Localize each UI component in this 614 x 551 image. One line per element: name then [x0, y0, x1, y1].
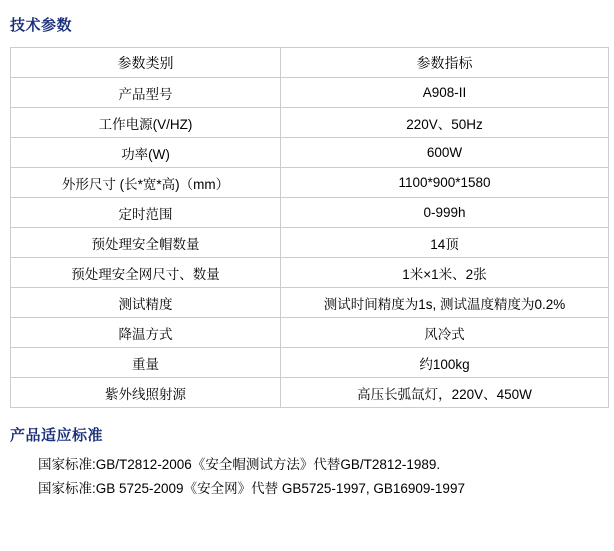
table-cell-value: 高压长弧氙灯，220V、450W [281, 378, 609, 408]
table-cell-value: 1100*900*1580 [281, 168, 609, 198]
table-cell-label: 定时范围 [11, 198, 281, 228]
table-cell-value: 测试时间精度为1s, 测试温度精度为0.2% [281, 288, 609, 318]
table-cell-label: 功率(W) [11, 138, 281, 168]
table-row [11, 168, 609, 198]
table-cell-value: 风冷式 [281, 318, 609, 348]
list-item: 国家标准:GB 5725-2009《安全网》代替 GB5725-1997, GB16909-1997 [38, 481, 465, 496]
table-cell-value: 0-999h [281, 198, 609, 228]
spec-table [10, 47, 609, 408]
table-cell-value: A908-II [281, 78, 609, 108]
table-cell-value: 220V、50Hz [281, 108, 609, 138]
table-cell-value: 14顶 [281, 228, 609, 258]
table-cell-label: 紫外线照射源 [11, 378, 281, 408]
table-cell-label: 外形尺寸 (长*宽*高)（mm） [11, 168, 281, 198]
table-row [11, 198, 609, 228]
table-row [11, 78, 609, 108]
table-cell-label: 产品型号 [11, 78, 281, 108]
table-header-row [11, 48, 609, 78]
list-item: 国家标准:GB/T2812-2006《安全帽测试方法》代替GB/T2812-1989. [38, 457, 441, 472]
table-cell-value: 1米×1米、2张 [281, 258, 609, 288]
table-row [11, 378, 609, 408]
table-row [11, 258, 609, 288]
table-row [11, 348, 609, 378]
table-header-cell-category: 参数类别 [11, 48, 281, 78]
table-cell-label: 降温方式 [11, 318, 281, 348]
spec-page [0, 14, 614, 551]
table-row [11, 228, 609, 258]
table-cell-label: 重量 [11, 348, 281, 378]
table-row [11, 108, 609, 138]
table-row [11, 288, 609, 318]
standards-list [8, 453, 606, 501]
specs-section-title: 技术参数 [10, 17, 73, 34]
table-header-cell-value: 参数指标 [281, 48, 609, 78]
table-cell-label: 预处理安全网尺寸、数量 [11, 258, 281, 288]
table-row [11, 138, 609, 168]
table-row [11, 318, 609, 348]
table-cell-label: 预处理安全帽数量 [11, 228, 281, 258]
spec-table-body [11, 48, 609, 408]
table-cell-value: 约100kg [281, 348, 609, 378]
standards-section-title: 产品适应标准 [10, 427, 104, 444]
table-cell-value: 600W [281, 138, 609, 168]
table-cell-label: 测试精度 [11, 288, 281, 318]
table-cell-label: 工作电源(V/HZ) [11, 108, 281, 138]
